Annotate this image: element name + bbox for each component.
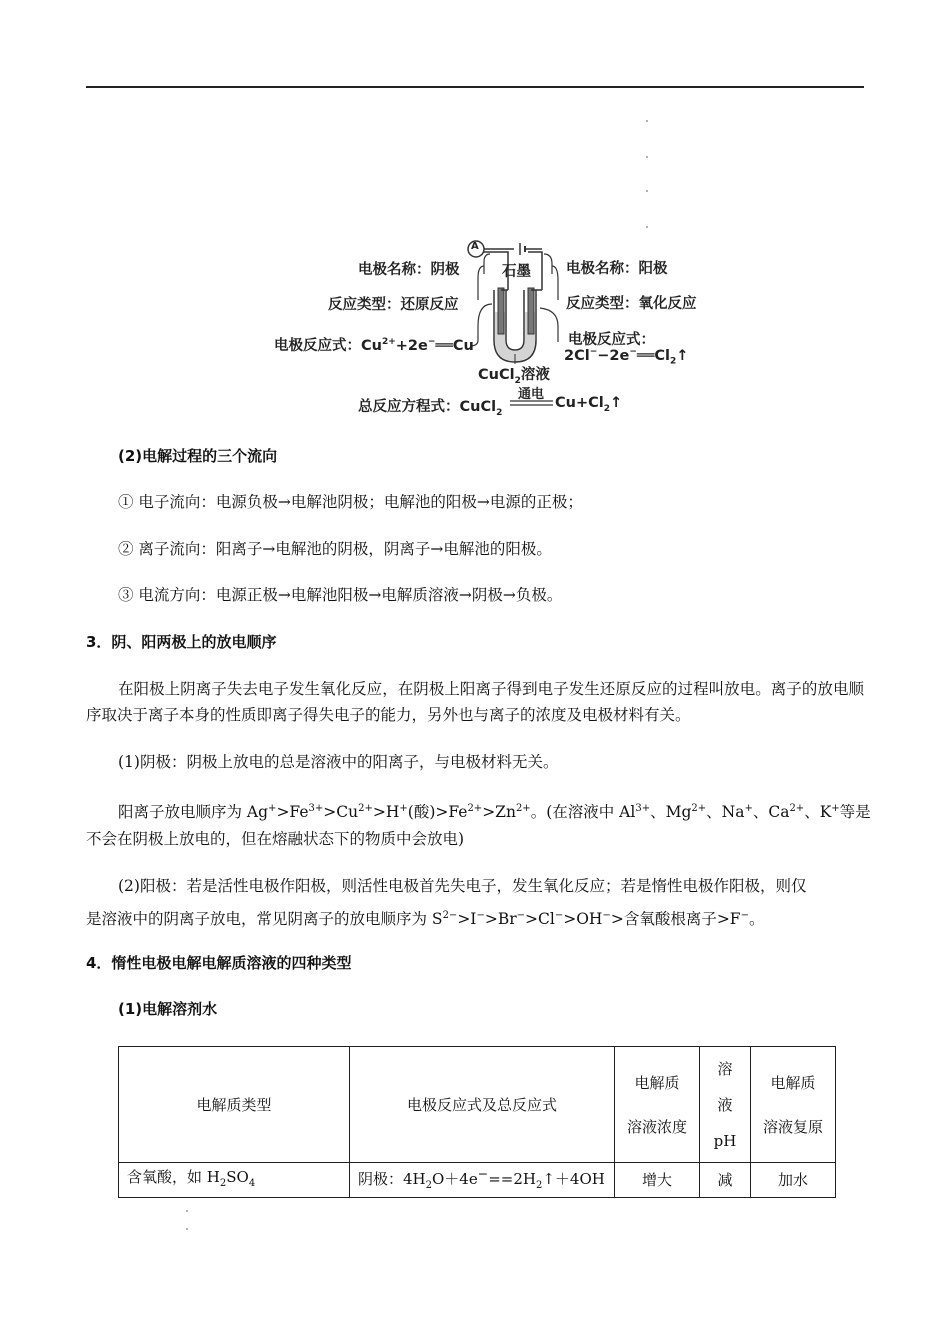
margin-dot (646, 190, 648, 192)
margin-dot (186, 1210, 188, 1212)
row-electrode-reaction: 阴极：$4H_2O+4e^-==2H_2↑+4OH$ (350, 1163, 615, 1198)
table-row (119, 1163, 836, 1198)
discharge-definition: 在阳极上阴离子失去电子发生氧化反应，在阴极上阳离子得到电子发生还原反应的过程叫放电。离子的放电顺序取决于离子本身的性质即离子得失电子的能力，另外也与离子的浓度及电极材料有关。 (86, 680, 864, 724)
total-equation-left: 总反应方程式：CuCl$_2$ (358, 399, 503, 418)
electron-flow-item: ① 电子流向：电源负极→电解池阴极；电解池的阳极→电源的正极； (118, 493, 583, 511)
anode-equation-label: 电极反应式： (568, 332, 655, 348)
ion-flow-item: ② 离子流向：阳离子→电解池的阴极，阴离子→电解池的阳极。 (118, 540, 552, 558)
cation-order-line2: 不会在阴极上放电的，但在熔融状态下的物质中会放电) (86, 830, 465, 848)
anode-electrode (528, 288, 534, 334)
section2-heading: (2)电解过程的三个流向 (118, 447, 278, 465)
header-electrolyte-type: 电解质类型 (119, 1047, 350, 1163)
header-rule (86, 86, 864, 88)
electrolysis-water-table (118, 1046, 836, 1198)
header-concentration: 电解质 溶液浓度 (615, 1047, 700, 1163)
header-restore: 电解质 溶液复原 (751, 1047, 836, 1163)
section4-heading: 4．惰性电极电解电解质溶液的四种类型 (86, 954, 352, 972)
anode-rule-line2: 是溶液中的阴离子放电，常见阴离子的放电顺序为 $S^{2-}>I^->Br^->Cl^->OH^->$含氧酸根离子>F−。 (86, 910, 765, 929)
anode-rule-line1: (2)阳极：若是活性电极作阳极，则活性电极首先失电子，发生氧化反应；若是惰性电极作阳极，则仅 (118, 877, 807, 895)
row-electrolyte-type: 含氧酸，如 $H_2SO_4$ (119, 1163, 350, 1198)
anode-reaction-type: 反应类型：氧化反应 (566, 296, 697, 312)
margin-dot (646, 120, 648, 122)
electrolysis-diagram (262, 230, 722, 420)
row-ph: 减 (700, 1163, 751, 1198)
margin-dot (646, 226, 648, 228)
margin-dot (186, 1228, 188, 1230)
row-concentration: 增大 (615, 1163, 700, 1198)
total-equation-right: $Cu+Cl_2↑$ (555, 395, 623, 414)
section4-subheading: (1)电解溶剂水 (118, 1000, 218, 1018)
row-restore: 加水 (751, 1163, 836, 1198)
cathode-equation: 电极反应式：$Cu^{2+}+2e^-══Cu$ (274, 337, 474, 354)
ammeter-label: A (471, 241, 479, 252)
cathode-electrode (498, 288, 504, 334)
table-header-row (119, 1047, 836, 1163)
solution-label: CuCl$_2$溶液 (478, 367, 550, 386)
anode-equation: $2Cl^--2e^-══Cl_2↑$ (564, 347, 689, 367)
cathode-rule: (1)阴极：阴极上放电的总是溶液中的阳离子，与电极材料无关。 (118, 753, 559, 771)
anode-name: 电极名称：阳极 (566, 261, 668, 277)
header-ph: 溶 液 pH (700, 1047, 751, 1163)
cathode-reaction-type: 反应类型：还原反应 (328, 297, 459, 313)
header-electrode-reaction: 电极反应式及总反应式 (350, 1047, 615, 1163)
cation-order-line1: 阳离子放电顺序为 $Ag^+>Fe^{3+}>Cu^{2+}>H^+$(酸)$>Fe^{2+}>Zn^{2+}$。(在溶液中 $Al^{3+}$、$Mg^{2+}$、Na+、$Ca^{2+}$、K+等是 (118, 803, 871, 822)
margin-dot (646, 156, 648, 158)
section3-heading: 3．阴、阳两极上的放电顺序 (86, 633, 277, 651)
total-condition: 通电 (518, 387, 545, 402)
cathode-name: 电极名称：阴极 (358, 262, 460, 278)
graphite-label: 石墨 (502, 264, 531, 280)
current-direction-item: ③ 电流方向：电源正极→电解池阳极→电解质溶液→阴极→负极。 (118, 586, 563, 604)
